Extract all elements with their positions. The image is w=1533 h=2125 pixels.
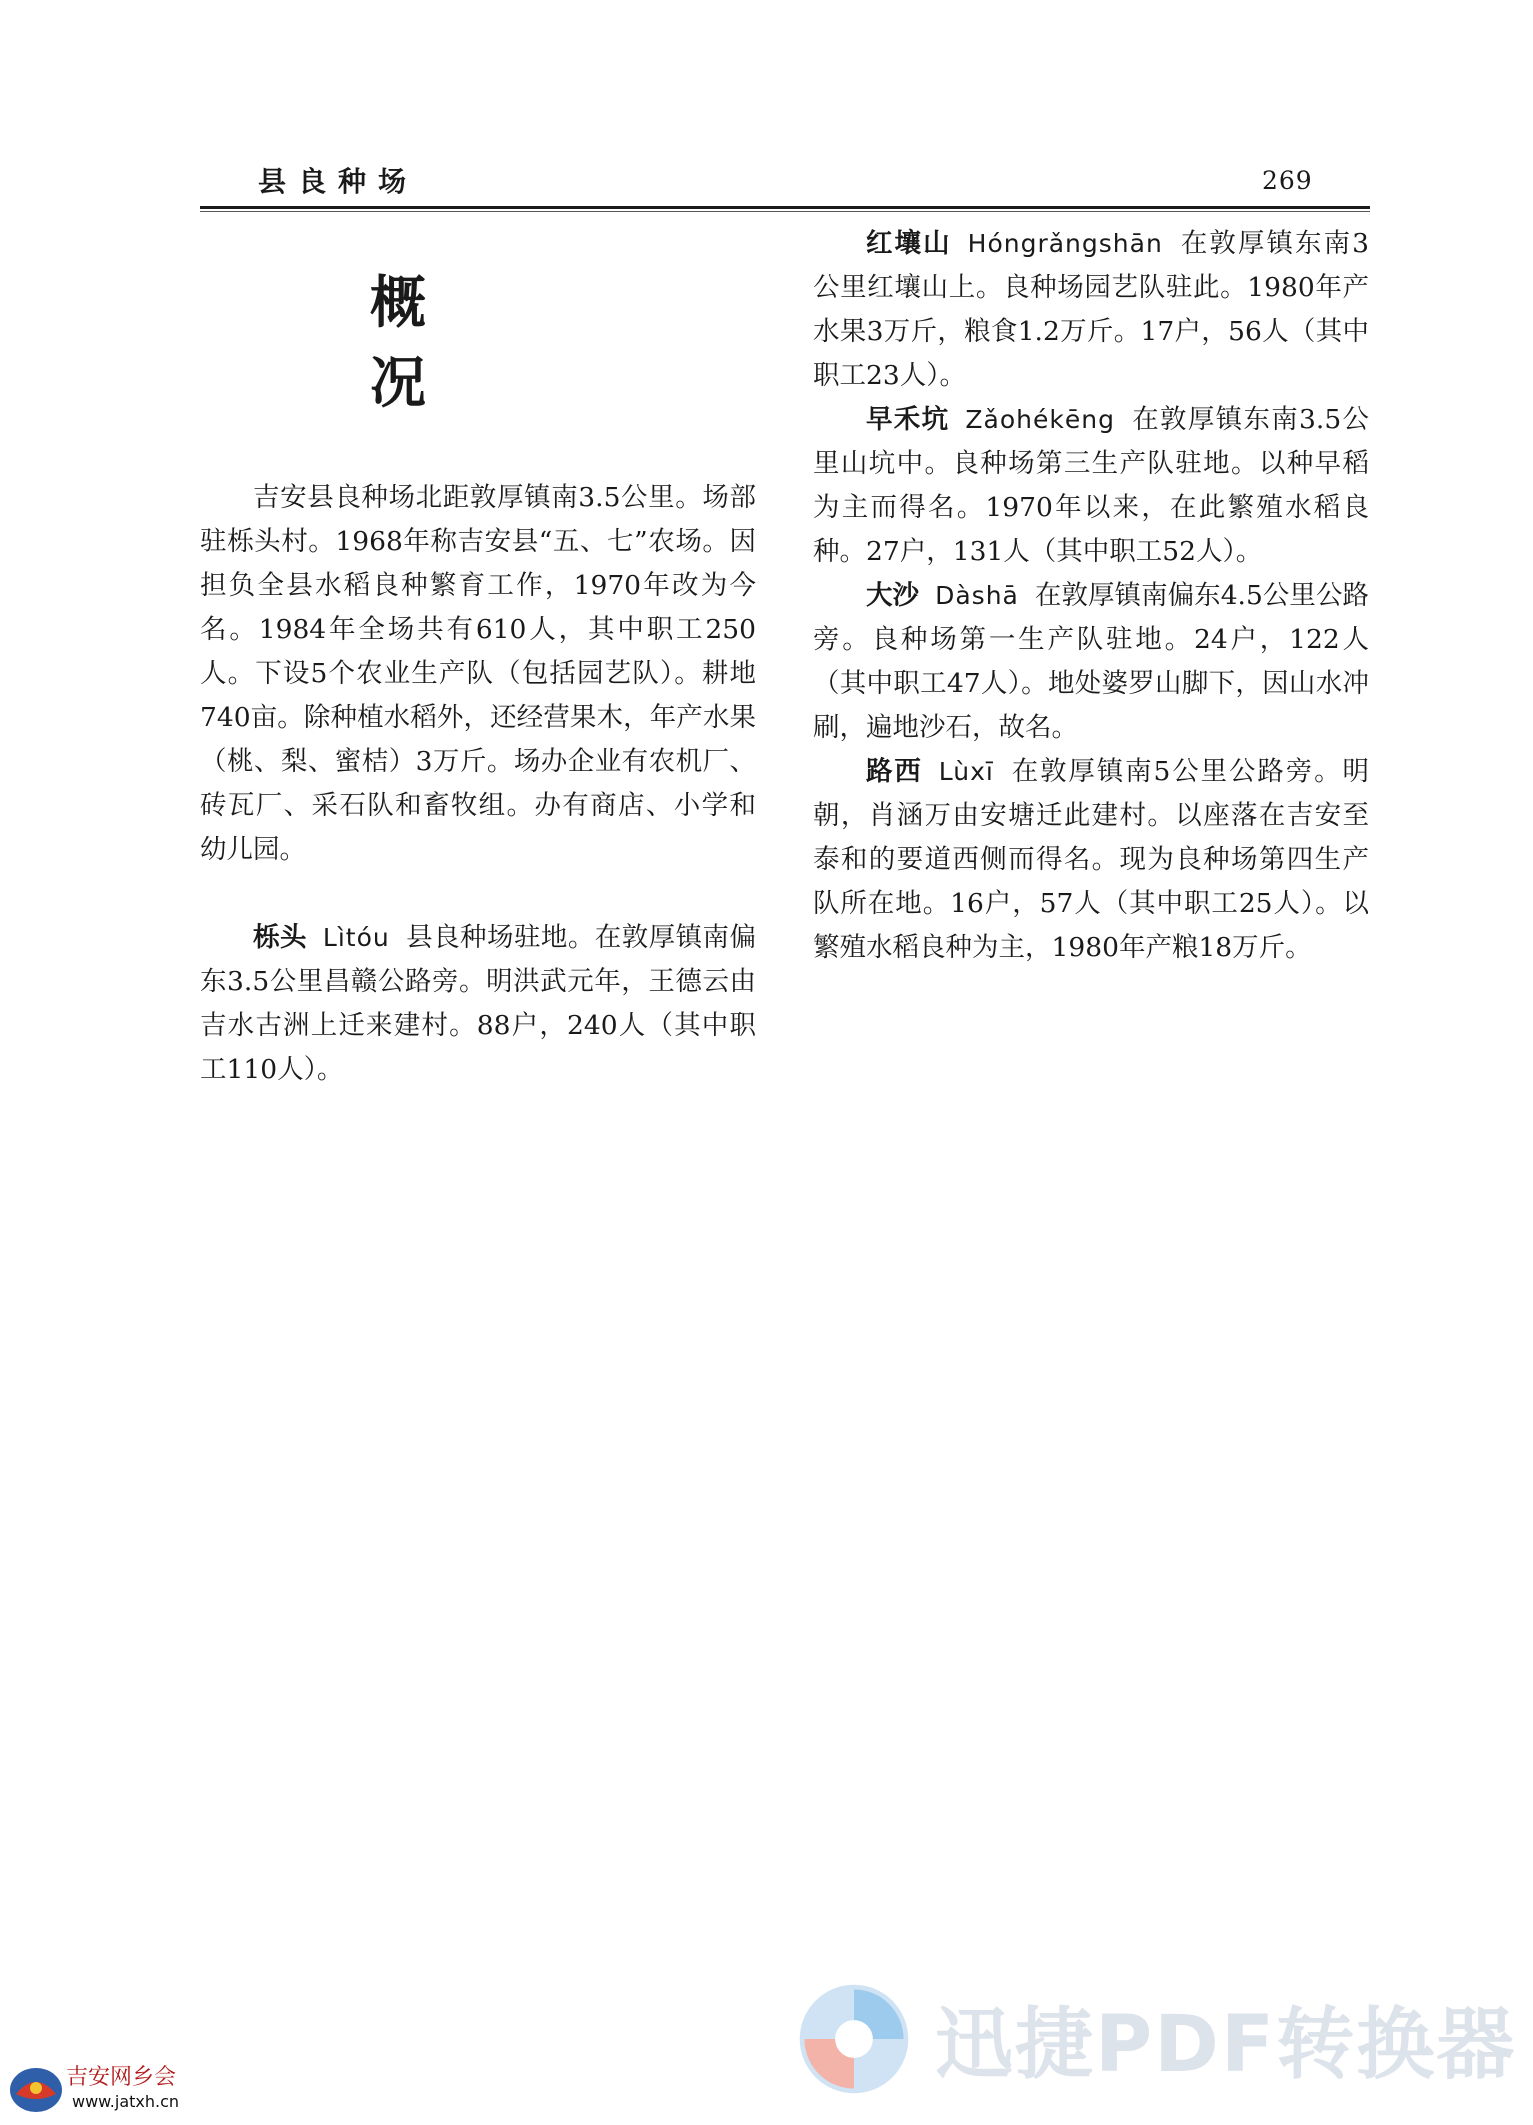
place-entry-zaohekeng [813,398,1369,574]
header-rule [200,206,1370,212]
stamp-name: 吉安网乡会 [66,2065,177,2090]
paragraph-gap [200,872,756,916]
place-pinyin: Zǎohékēng [965,405,1115,434]
place-description: 县良种场驻地。在敦厚镇南偏东3.5公里昌赣公路旁。明洪武元年，王德云由吉水古洲上迁来建村。88户，240人（其中职工110人）。 [200,922,757,1085]
place-name: 路西 [866,756,923,787]
place-entry-luxi [813,750,1369,970]
place-description: 在敦厚镇东南3.5公里山坑中。良种场第三生产队驻地。以种早稻为主而得名。1970年以来，在此繁殖水稻良种。27户，131人（其中职工52人）。 [813,404,1369,567]
place-name: 栎头 [253,922,307,953]
pdf-converter-logo-icon [795,1980,913,2098]
jatxh-logo-icon [6,2060,66,2116]
right-column [813,222,1369,970]
watermark-text: 迅捷PDF转换器 [935,2000,1517,2090]
place-pinyin: Lùxī [938,757,994,786]
place-name: 红壤山 [866,228,952,259]
place-entry-hongrangshan [813,222,1369,398]
overview-paragraph: 吉安县良种场北距敦厚镇南3.5公里。场部驻栎头村。1968年称吉安县“五、七”农场。因担负全县水稻良种繁育工作，1970年改为今名。1984年全场共有610人，其中职工250人。下设5个农业生产队（包括园艺队）。耕地740亩。除种植水稻外，还经营果木，年产水果（桃、梨、蜜桔）3万斤。场办企业有农机厂、砖瓦厂、采石队和畜牧组。办有商店、小学和幼儿园。 [200,482,756,865]
place-description: 在敦厚镇南偏东4.5公里公路旁。良种场第一生产队驻地。24户，122人（其中职工47人）。地处婆罗山脚下，因山水冲刷，遍地沙石，故名。 [813,580,1369,743]
place-entry-dasha [813,574,1369,750]
page-number: 269 [1262,166,1313,195]
left-column [200,222,756,1092]
stamp-url: www.jatxh.cn [72,2092,180,2111]
running-head: 县良种场 [258,165,419,198]
place-entry-litou [200,916,756,1092]
place-name: 早禾坑 [866,404,950,435]
place-description: 在敦厚镇东南3公里红壤山上。良种场园艺队驻此。1980年产水果3万斤，粮食1.2万斤。17户，56人（其中职工23人）。 [813,228,1369,391]
place-pinyin: Hóngrǎngshān [967,229,1163,258]
place-pinyin: Lìtóu [322,923,390,952]
section-title: 概 况 [370,271,642,416]
place-description: 在敦厚镇南5公里公路旁。明朝，肖涵万由安塘迁此建村。以座落在吉安至泰和的要道西侧而得名。现为良种场第四生产队所在地。16户，57人（其中职工25人）。以繁殖水稻良种为主，1980年产粮18万斤。 [813,756,1369,963]
place-pinyin: Dàshā [935,581,1019,610]
place-name: 大沙 [866,580,920,611]
